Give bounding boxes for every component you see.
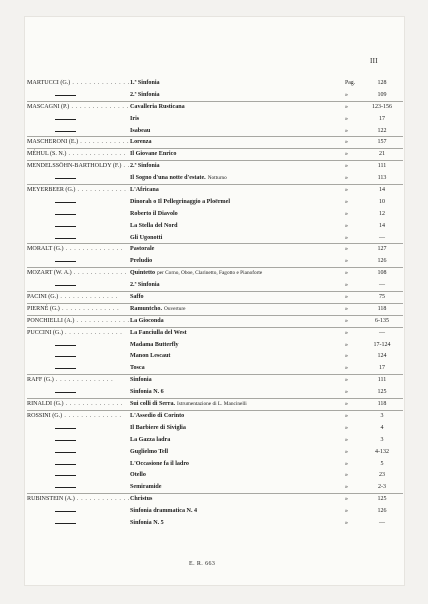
work-cell	[130, 209, 360, 220]
work-cell	[130, 256, 360, 267]
work-cell	[130, 233, 360, 244]
page-prefix: »	[345, 305, 348, 312]
page-prefix: »	[345, 151, 348, 158]
composer-name: RUBINSTEIN (A.) . . .	[27, 494, 129, 505]
page-reference: 6-135	[375, 317, 389, 324]
page-prefix: »	[345, 115, 348, 122]
work-cell	[130, 494, 360, 505]
work-cell	[130, 328, 360, 339]
page-reference: 2-3	[378, 484, 386, 491]
index-row	[27, 411, 403, 423]
work-note: Notturno	[207, 175, 227, 182]
index-row	[27, 221, 403, 233]
work-cell	[130, 340, 360, 351]
composer-name: RINALDI (G.) . . .	[27, 399, 129, 410]
ditto-dash	[55, 345, 76, 346]
page-reference: 128	[377, 80, 387, 86]
ditto-dash	[55, 368, 76, 369]
page-reference: 3	[380, 436, 384, 443]
work-cell	[130, 399, 360, 410]
page-prefix: »	[345, 460, 348, 467]
page-reference: 12	[379, 210, 385, 217]
ditto-dash	[55, 356, 76, 357]
index-row	[27, 506, 403, 518]
index-row	[27, 233, 403, 245]
work-cell	[130, 244, 360, 255]
page-prefix: »	[345, 448, 348, 455]
page-prefix: »	[345, 246, 348, 253]
ditto-dash	[55, 440, 76, 441]
page-prefix: »	[345, 127, 348, 134]
page-reference: 126	[377, 508, 387, 515]
work-title: Ramuntcho.	[130, 305, 162, 312]
edition-footer: E. R. 663	[189, 561, 216, 567]
work-cell	[130, 161, 360, 172]
work-cell	[130, 411, 360, 422]
index-row	[27, 351, 403, 363]
ditto-dash	[55, 523, 76, 524]
page-reference: 111	[377, 163, 387, 170]
index-row	[27, 328, 403, 340]
work-title: Iris	[130, 115, 140, 122]
work-cell	[130, 197, 360, 208]
ditto-dash	[55, 428, 76, 429]
ditto-dash	[55, 464, 76, 465]
page-prefix: »	[345, 294, 348, 301]
page-reference: 5	[380, 460, 384, 467]
page-prefix: »	[345, 341, 348, 348]
composer-name: MORALT (G.) . . .	[27, 244, 129, 255]
work-title: L'Occasione fa il ladro	[130, 460, 189, 467]
page-reference: 127	[377, 246, 387, 253]
page-prefix: »	[345, 484, 348, 491]
index-row	[27, 316, 403, 328]
index-row	[27, 470, 403, 482]
ditto-dash	[55, 202, 76, 203]
index-row	[27, 268, 403, 280]
work-cell	[130, 482, 360, 493]
composer-name: PIERNÉ (G.) . . .	[27, 304, 129, 315]
work-cell	[130, 447, 360, 458]
page-prefix: »	[345, 496, 348, 503]
work-title: La Gazza ladra	[130, 436, 171, 443]
page-prefix: »	[345, 163, 348, 170]
index-row	[27, 363, 403, 375]
work-title: 1.ª Sinfonia	[130, 80, 160, 86]
page-prefix: »	[345, 139, 348, 146]
page-reference: 125	[377, 496, 387, 503]
page-prefix: »	[345, 519, 348, 526]
composer-works-index	[27, 78, 403, 530]
page-reference: 23	[379, 472, 385, 479]
composer-name: MEYERBEER (G.) . . .	[27, 185, 129, 196]
work-title: 2.ª Sinfonia	[130, 163, 160, 170]
page-prefix: »	[345, 472, 348, 479]
work-title: Madama Butterfly	[130, 341, 179, 348]
work-title: Guglielmo Tell	[130, 448, 169, 455]
work-title: Otello	[130, 472, 146, 479]
work-note: per Corno, Oboe, Clarinetto, Fagotto e Pianoforte	[157, 270, 263, 277]
page-prefix: »	[345, 424, 348, 431]
work-cell	[130, 435, 360, 446]
work-cell	[130, 149, 360, 160]
page-reference: 17	[379, 115, 385, 122]
composer-name: MASCHERONI (E.) . . .	[27, 137, 129, 148]
composer-name: MASCAGNI (P.) . . .	[27, 102, 129, 113]
page-reference: 125	[377, 389, 387, 396]
work-cell	[130, 375, 360, 386]
index-row	[27, 114, 403, 126]
work-cell	[130, 185, 360, 196]
page-reference: 124	[377, 353, 387, 360]
work-title: Quintetto	[130, 270, 156, 277]
work-title: Cavalleria Rusticana	[130, 103, 185, 110]
index-row	[27, 387, 403, 399]
ditto-dash	[55, 452, 76, 453]
work-title: Sinfonia drammatica N. 4	[130, 508, 198, 515]
page-prefix: »	[345, 258, 348, 265]
page-reference: 21	[379, 151, 385, 158]
work-title: Sinfonia	[130, 377, 152, 384]
composer-name: MENDELSSÖHN-BARTHOLDY (F.) . . .	[27, 161, 129, 172]
page-prefix: »	[345, 412, 348, 419]
page-prefix: »	[345, 508, 348, 515]
work-cell	[130, 268, 360, 279]
work-title: L'Assedio di Corinto	[130, 412, 185, 419]
page-prefix: »	[345, 270, 348, 277]
work-title: Saffo	[130, 294, 144, 301]
work-cell	[130, 173, 360, 184]
page-prefix: »	[345, 365, 348, 372]
index-row	[27, 185, 403, 197]
work-title: Gli Ugonotti	[130, 234, 163, 241]
index-row	[27, 90, 403, 102]
ditto-dash	[55, 131, 76, 132]
work-cell	[130, 363, 360, 374]
index-row	[27, 197, 403, 209]
page-prefix: »	[345, 389, 348, 396]
page-reference: 109	[377, 91, 387, 98]
ditto-dash	[55, 95, 76, 96]
page-prefix: »	[345, 401, 348, 408]
work-title: La Gioconda	[130, 317, 164, 324]
index-row	[27, 280, 403, 292]
ditto-dash	[55, 214, 76, 215]
work-title: Il Barbiere di Siviglia	[130, 424, 186, 431]
work-title: Tosca	[130, 365, 145, 372]
work-title: Pastorale	[130, 246, 155, 253]
page-prefix: »	[345, 103, 348, 110]
ditto-dash	[55, 285, 76, 286]
index-row	[27, 256, 403, 268]
work-title: Roberto il Diavolo	[130, 210, 178, 217]
page-prefix: Pag.	[345, 80, 356, 86]
ditto-dash	[55, 178, 76, 179]
work-cell	[130, 351, 360, 362]
index-row	[27, 292, 403, 304]
page-reference: 111	[377, 377, 387, 384]
page-reference: —	[379, 282, 385, 289]
work-title: Il Sogno d'una notte d'estate.	[130, 175, 206, 182]
page-reference: 17	[379, 365, 385, 372]
work-title: 2.ª Sinfonia	[130, 282, 160, 289]
ditto-dash	[55, 511, 76, 512]
work-cell	[130, 90, 360, 101]
index-row	[27, 423, 403, 435]
index-row	[27, 102, 403, 114]
work-cell	[130, 78, 360, 89]
work-cell	[130, 280, 360, 291]
page-reference: 3	[380, 412, 384, 419]
page-prefix: »	[345, 234, 348, 241]
index-row	[27, 340, 403, 352]
page-prefix: »	[345, 353, 348, 360]
work-cell	[130, 506, 360, 517]
ditto-dash	[55, 475, 76, 476]
composer-name: PUCCINI (G.) . . .	[27, 328, 129, 339]
index-row	[27, 518, 403, 530]
page-prefix: »	[345, 222, 348, 229]
page-prefix: »	[345, 282, 348, 289]
work-cell	[130, 316, 360, 327]
work-title: 2.ª Sinfonia	[130, 91, 160, 98]
page-prefix: »	[345, 329, 348, 336]
work-title: Dinorah o Il Pellegrinaggio a Ploërmel	[130, 198, 231, 205]
work-cell	[130, 126, 360, 137]
work-title: Isabeau	[130, 127, 151, 134]
work-title: Sinfonia N. 6	[130, 389, 164, 396]
work-title: Sinfonia N. 5	[130, 519, 164, 526]
page-reference: 75	[379, 294, 385, 301]
ditto-dash	[55, 392, 76, 393]
index-row	[27, 173, 403, 185]
work-cell	[130, 423, 360, 434]
composer-name: MÉHUL (S. N.) . . .	[27, 149, 129, 160]
composer-name: PONCHIELLI (A.) . . .	[27, 316, 129, 327]
page-prefix: »	[345, 436, 348, 443]
work-cell	[130, 137, 360, 148]
work-note: Istrumentazione di L. Mancinelli	[177, 401, 247, 408]
work-cell	[130, 470, 360, 481]
ditto-dash	[55, 487, 76, 488]
work-title: Manon Lescaut	[130, 353, 171, 360]
index-row	[27, 244, 403, 256]
page-prefix: »	[345, 91, 348, 98]
ditto-dash	[55, 119, 76, 120]
index-row	[27, 149, 403, 161]
index-row	[27, 459, 403, 471]
page-reference: 118	[377, 401, 387, 408]
ditto-dash	[55, 238, 76, 239]
composer-name: ROSSINI (G.) . . .	[27, 411, 129, 422]
page-number: III	[370, 57, 378, 65]
page-reference: 157	[377, 139, 387, 146]
page-reference: 4-132	[375, 448, 389, 455]
work-cell	[130, 518, 360, 529]
work-title: Semiramide	[130, 484, 162, 491]
index-row	[27, 494, 403, 506]
index-row	[27, 137, 403, 149]
page-prefix: »	[345, 377, 348, 384]
index-row	[27, 435, 403, 447]
index-row	[27, 304, 403, 316]
index-row	[27, 126, 403, 138]
page-reference: 4	[380, 424, 384, 431]
index-row	[27, 447, 403, 459]
page-reference: —	[379, 329, 385, 336]
page-reference: 126	[377, 258, 387, 265]
work-cell	[130, 292, 360, 303]
composer-name: MOZART (W. A.) . . .	[27, 268, 129, 279]
work-cell	[130, 387, 360, 398]
index-row	[27, 209, 403, 221]
work-title: Lorenza	[130, 139, 152, 146]
work-cell	[130, 304, 360, 315]
page-reference: 14	[379, 222, 385, 229]
ditto-dash	[55, 261, 76, 262]
page-reference: —	[379, 519, 385, 526]
page-prefix: »	[345, 187, 348, 194]
page-prefix: »	[345, 175, 348, 182]
work-cell	[130, 221, 360, 232]
page-reference: 14	[379, 187, 385, 194]
ditto-dash	[55, 226, 76, 227]
work-title: Christus	[130, 496, 153, 503]
composer-name: RAFF (G.) . . .	[27, 375, 129, 386]
work-cell	[130, 459, 360, 470]
work-title: La Fanciulla del West	[130, 329, 187, 336]
index-row	[27, 161, 403, 173]
index-row	[27, 482, 403, 494]
page-reference: 118	[377, 305, 387, 312]
composer-name: PACINI (G.) . . .	[27, 292, 129, 303]
work-title: L'Africana	[130, 187, 159, 194]
work-title: Il Giovane Enrico	[130, 151, 177, 158]
work-cell	[130, 102, 360, 113]
page-prefix: »	[345, 317, 348, 324]
page-reference: 113	[377, 175, 387, 182]
page-reference: 17-124	[373, 341, 391, 348]
page-reference: 122	[377, 127, 387, 134]
page-prefix: »	[345, 210, 348, 217]
page-prefix: »	[345, 198, 348, 205]
index-row	[27, 375, 403, 387]
page-reference: 10	[379, 198, 385, 205]
work-cell	[130, 114, 360, 125]
page-reference: 123-156	[372, 103, 392, 110]
work-title: La Stella del Nord	[130, 222, 178, 229]
work-title: Sui colli di Serra.	[130, 401, 176, 408]
page-reference: 108	[377, 270, 387, 277]
index-row	[27, 78, 403, 90]
composer-name: MARTUCCI (G.) . . .	[27, 78, 129, 89]
page-reference: —	[379, 234, 385, 241]
work-title: Preludio	[130, 258, 153, 265]
work-note: Ouverture	[164, 305, 186, 312]
index-row	[27, 399, 403, 411]
